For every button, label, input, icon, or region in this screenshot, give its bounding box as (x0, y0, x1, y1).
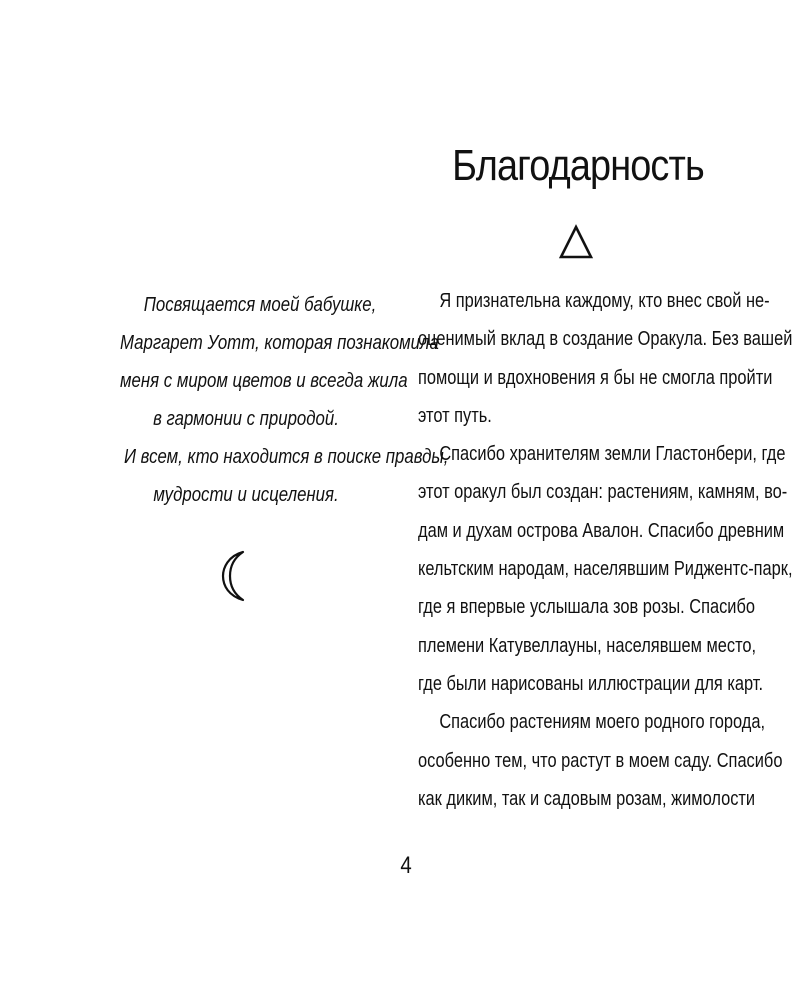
crescent-moon-icon (218, 548, 254, 604)
body-line: Я признательна каждому, кто внес свой не- (439, 290, 770, 312)
body-line: помощи и вдохновения я бы не смогла пройти (418, 366, 773, 389)
body-line: особенно тем, что растут в моем саду. Спасибо (418, 749, 783, 772)
body-line: этот путь. (418, 404, 492, 427)
body-line: Спасибо хранителям земли Гластонбери, где (439, 443, 786, 466)
acknowledgements-text (418, 282, 793, 818)
dedication-line: мудрости и исцеления. (153, 484, 339, 506)
dedication-line: меня с миром цветов и всегда жила (120, 370, 408, 392)
body-line: оценимый вклад в создание Оракула. Без вашей (418, 328, 793, 351)
body-line: как диким, так и садовым розам, жимолости (418, 787, 756, 810)
body-line: кельтским народам, населявшим Риджентс-парк, (418, 558, 793, 581)
dedication-line: Маргарет Уотт, которая познакомила (120, 332, 439, 354)
dedication-line: И всем, кто находится в поиске правды, (124, 446, 449, 468)
triangle-icon (556, 222, 596, 262)
dedication-line: в гармонии с природой. (153, 408, 339, 430)
dedication-text (96, 286, 449, 514)
dedication-line: Посвящается моей бабушке, (143, 294, 377, 316)
body-line: этот оракул был создан: растениям, камням, во- (418, 481, 788, 504)
body-line: дам и духам острова Авалон. Спасибо древним (418, 519, 785, 542)
body-line: где были нарисованы иллюстрации для карт. (418, 672, 764, 695)
page-title: Благодарность (452, 141, 704, 190)
body-line: где я впервые услышала зов розы. Спасибо (418, 596, 755, 619)
body-line: племени Катувеллауны, населявшем место, (418, 634, 757, 657)
body-line: Спасибо растениям моего родного города, (439, 711, 766, 734)
page-number: 4 (400, 852, 412, 879)
